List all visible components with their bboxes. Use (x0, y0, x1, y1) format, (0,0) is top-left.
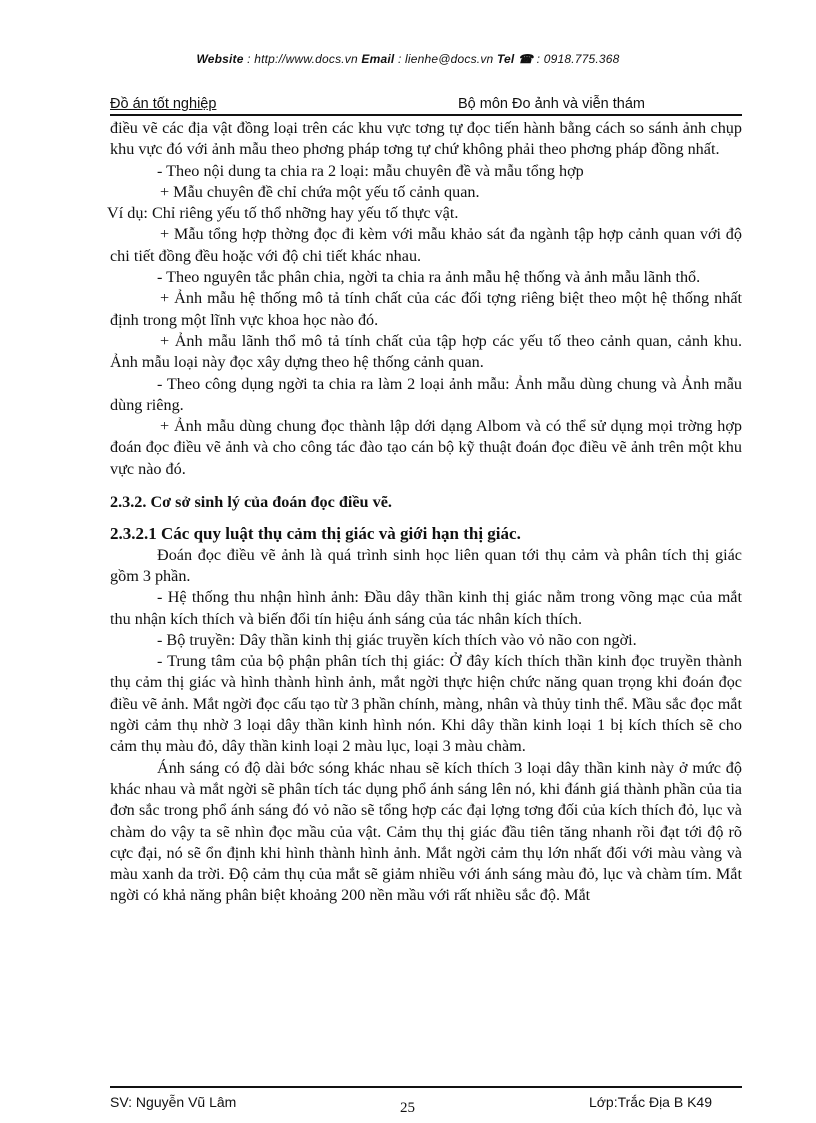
paragraph: + Mẫu chuyên đề chỉ chứa một yếu tố cảnh quan. (160, 182, 480, 201)
paragraph: + Ảnh mẫu hệ thống mô tả tính chất của các đối tợng riêng biệt theo một hệ thống nhất định trong một lĩnh vực khoa học nào đó. (110, 289, 742, 329)
paragraph: + Ảnh mẫu dùng chung đọc thành lập dới dạng Albom và có thể sử dụng mọi trờng hợp đoán đọc điều vẽ ảnh và cho công tác đào tạo cán bộ kỹ thuật đoán đọc điều vẽ ảnh trên một khu vực nào đó. (110, 417, 742, 478)
email-value: : lienhe@docs.vn (394, 52, 497, 66)
document-body (107, 118, 742, 907)
page-number: 25 (400, 1100, 415, 1116)
header-right-title: Bộ môn Đo ảnh và viễn thám (458, 96, 645, 112)
tel-value: : 0918.775.368 (533, 52, 620, 66)
paragraph: - Theo nguyên tắc phân chia, ngời ta chia ra ảnh mẫu hệ thống và ảnh mẫu lãnh thổ. (157, 268, 701, 287)
paragraph: Ánh sáng có độ dài bớc sóng khác nhau sẽ kích thích 3 loại dây thần kinh này ở mức độ khác nhau và mắt ngời sẽ phân tích tác dụng phổ ánh sáng lên nó, khi đánh giá thành phần của tia đơn sắc trong phổ ánh sáng đó vỏ não sẽ tổng hợp các đại lợng tơng đối của kích thích đỏ, lục và chàm do vậy ta sẽ nhìn đọc mầu của vật. Cảm thụ thị giác đầu tiên tăng nhanh rồi đạt tới độ rõ cực đại, nó sẽ ổn định khi hình thành hình ảnh. Mắt ngời cảm thụ lớn nhất đối với màu vàng và màu xanh da trời. Độ cảm thụ của mắt sẽ giảm nhiều với ánh sáng màu đỏ, lục và chàm tím. Mắt ngời có khả năng phân biệt khoảng 200 nền mầu với rất nhiều sắc độ. Mắt (110, 758, 742, 905)
page-header (110, 92, 742, 116)
page-footer (110, 1092, 742, 1116)
footer-student: SV: Nguyễn Vũ Lâm (110, 1094, 237, 1110)
paragraph: Đoán đọc điều vẽ ảnh là quá trình sinh học liên quan tới thụ cảm và phân tích thị giác gồm 3 phần. (110, 545, 742, 585)
tel-label: Tel ☎ (496, 52, 534, 66)
paragraph: Ví dụ: Chỉ riêng yếu tố thổ nhỡng hay yếu tố thực vật. (107, 204, 459, 223)
paragraph: - Bộ truyền: Dây thần kinh thị giác truyền kích thích vào vỏ não con ngời. (157, 630, 637, 649)
website-label: Website (196, 52, 244, 66)
paragraph: - Hệ thống thu nhận hình ảnh: Đầu dây thần kinh thị giác nằm trong võng mạc của mắt thu nhận kích thích và biến đổi tín hiệu ánh sáng của tác nhân kích thích. (110, 588, 742, 628)
footer-class: Lớp:Trắc Địa B K49 (588, 1094, 712, 1110)
footer-divider (110, 1086, 742, 1088)
header-left-title: Đồ án tốt nghiệp (110, 96, 217, 112)
email-label: Email (361, 52, 395, 66)
section-heading: 2.3.2.1 Các quy luật thụ cảm thị giác và giới hạn thị giác. (110, 524, 521, 544)
website-banner (0, 52, 816, 66)
paragraph: - Theo nội dung ta chia ra 2 loại: mẫu chuyên đề và mẫu tổng hợp (157, 161, 584, 180)
paragraph: điều vẽ các địa vật đồng loại trên các khu vực tơng tự đọc tiến hành bằng cách so sánh ảnh chụp khu vực đó với ảnh mẫu theo phơng pháp tơng tự chứ không phải theo phơng pháp đồng nhất. (110, 119, 742, 159)
paragraph: + Mẫu tổng hợp thờng đọc đi kèm với mẫu khảo sát đa ngành tập hợp cảnh quan với độ chi tiết đồng đều hoặc với độ chi tiết khác nhau. (110, 225, 742, 265)
paragraph: - Theo công dụng ngời ta chia ra làm 2 loại ảnh mẫu: Ảnh mẫu dùng chung và Ảnh mẫu dùng riêng. (110, 374, 742, 414)
paragraph: - Trung tâm của bộ phận phân tích thị giác: Ở đây kích thích thần kinh đọc truyền thành thụ cảm thị giác và hình thành hình ảnh, mắt ngời thực hiện chức năng quan trọng khi đoán đọc điều vẽ ảnh. Mắt ngời đọc cấu tạo từ 3 phần chính, màng, nhân và thủy tinh thể. Mầu sắc đọc mắt ngời cảm thụ nhờ 3 loại dây thần kinh hình nón. Khi dây thần kinh loại 1 bị kích thích sẽ cho cảm thụ màu đỏ, dây thần kinh loại 2 màu lục, loại 3 màu chàm. (110, 652, 742, 756)
website-value: : http://www.docs.vn (243, 52, 362, 66)
section-heading: 2.3.2. Cơ sở sinh lý của đoán đọc điều vẽ. (110, 493, 392, 512)
paragraph: + Ảnh mẫu lãnh thổ mô tả tính chất của tập hợp các yếu tố theo cảnh quan, cảnh khu. Ảnh mẫu loại này đọc xây dựng theo hệ thống cảnh quan. (110, 331, 742, 372)
